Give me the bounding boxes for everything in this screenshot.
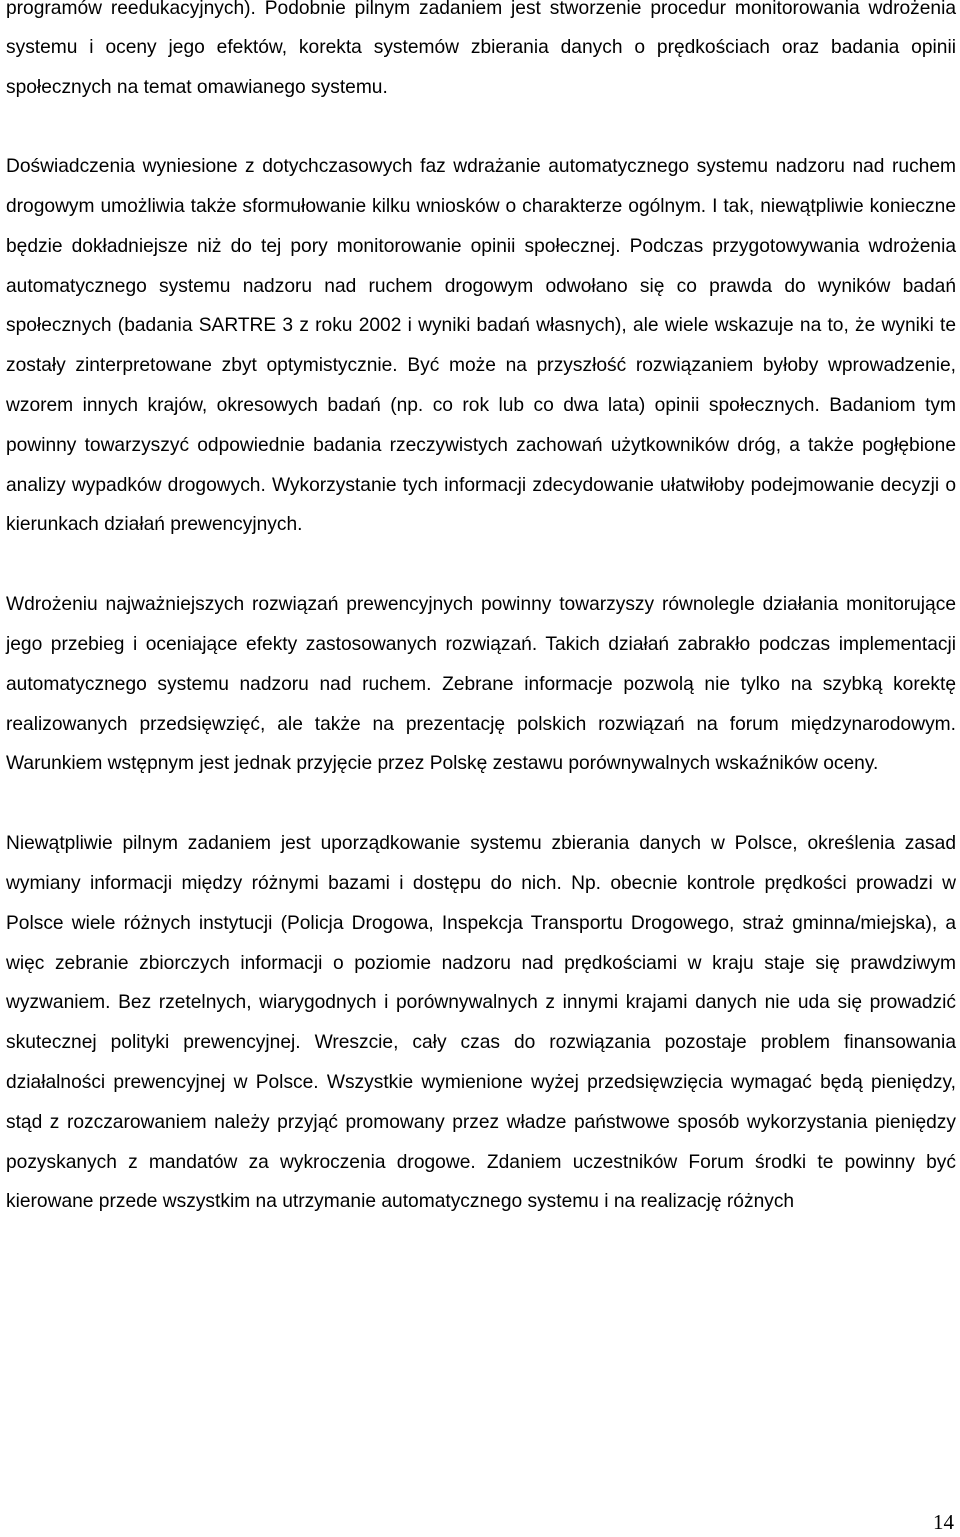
document-page [6, 0, 956, 1222]
paragraph-4: Niewątpliwie pilnym zadaniem jest uporządkowanie systemu zbierania danych w Polsce, określenia zasad wymiany informacji między różnymi bazami i dostępu do nich. Np. obecnie kontrole prędkości prowadzi w Polsce wiele różnych instytucji (Policja Drogowa, Inspekcja Transportu Drogowego, straż gminna/miejska), a więc zebranie zbiorczych informacji o poziomie nadzoru nad prędkościami w kraju staje się prawdziwym wyzwaniem. Bez rzetelnych, wiarygodnych i porównywalnych z innymi krajami danych nie uda się prowadzić skutecznej polityki prewencyjnej. Wreszcie, cały czas do rozwiązania pozostaje problem finansowania działalności prewencyjnej w Polsce. Wszystkie wymienione wyżej przedsięwzięcia wymagać będą pieniędzy, stąd z rozczarowaniem należy przyjąć promowany przez władze państwowe sposób wykorzystania pieniędzy pozyskanych z mandatów za wykroczenia drogowe. Zdaniem uczestników Forum środki te powinny być kierowane przede wszystkim na utrzymanie automatycznego systemu i na realizację różnych [6, 833, 956, 1213]
paragraph-1: programów reedukacyjnych). Podobnie pilnym zadaniem jest stworzenie procedur monitorowania wdrożenia systemu i oceny jego efektów, korekta systemów zbierania danych o prędkościach oraz badania opinii społecznych na temat omawianego systemu. [6, 0, 956, 98]
paragraph-3: Wdrożeniu najważniejszych rozwiązań prewencyjnych powinny towarzyszy równolegle działania monitorujące jego przebieg i oceniające efekty zastosowanych rozwiązań. Takich działań zabrakło podczas implementacji automatycznego systemu nadzoru nad ruchem. Zebrane informacje pozwolą nie tylko na szybką korektę realizowanych przedsięwzięć, ale także na prezentację polskich rozwiązań na forum międzynarodowym. Warunkiem wstępnym jest jednak przyjęcie przez Polskę zestawu porównywalnych wskaźników oceny. [6, 594, 956, 775]
page-number: 14 [933, 1510, 954, 1534]
paragraph-2: Doświadczenia wyniesione z dotychczasowych faz wdrażanie automatycznego systemu nadzoru nad ruchem drogowym umożliwia także sformułowanie kilku wniosków o charakterze ogólnym. I tak, niewątpliwie konieczne będzie dokładniejsze niż do tej pory monitorowanie opinii społecznej. Podczas przygotowywania wdrożenia automatycznego systemu nadzoru nad ruchem drogowym odwołano się co prawda do wyników badań społecznych (badania SARTRE 3 z roku 2002 i wyniki badań własnych), ale wiele wskazuje na to, że wyniki te zostały zinterpretowane zbyt optymistycznie. Być może na przyszłość rozwiązaniem byłoby wprowadzenie, wzorem innych krajów, okresowych badań (np. co rok lub co dwa lata) opinii społecznych. Badaniom tym powinny towarzyszyć odpowiednie badania rzeczywistych zachowań użytkowników dróg, a także pogłębione analizy wypadków drogowych. Wykorzystanie tych informacji zdecydowanie ułatwiłoby podejmowanie decyzji o kierunkach działań prewencyjnych. [6, 156, 956, 536]
